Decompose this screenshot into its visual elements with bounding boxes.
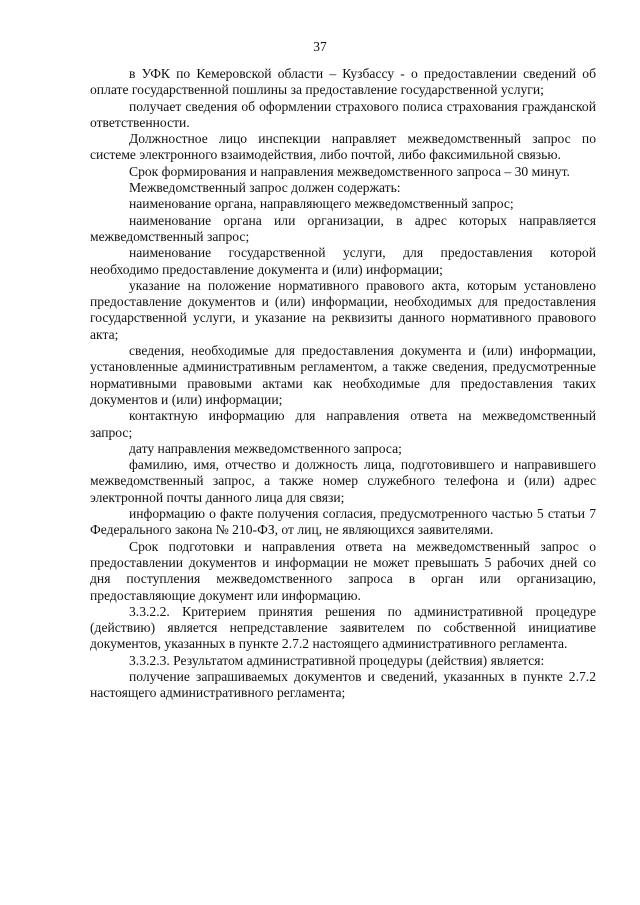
paragraph: указание на положение нормативного правового акта, которым установлено предоставление документов и (или) информации, необходимых для предоставления государственной услуги, и указание на реквизиты данного нормативного правового акта;	[90, 277, 596, 342]
page-number: 37	[313, 39, 327, 54]
document-body	[90, 66, 596, 702]
paragraph: Срок подготовки и направления ответа на межведомственный запрос о предоставлении документов и информации не может превышать 5 рабочих дней со дня поступления межведомственного запроса в орган или организацию, предоставляющие документ или информацию.	[90, 538, 596, 603]
paragraph: фамилию, имя, отчество и должность лица, подготовившего и направившего межведомственный запрос, а также номер служебного телефона и (или) адрес электронной почты данного лица для связи;	[90, 457, 596, 505]
paragraph: наименование государственной услуги, для предоставления которой необходимо предоставление документа и (или) информации;	[90, 245, 596, 277]
paragraph: Должностное лицо инспекции направляет межведомственный запрос по системе электронного взаимодействия, либо почтой, либо факсимильной связью.	[90, 131, 596, 163]
paragraph: в УФК по Кемеровской области – Кузбассу - о предоставлении сведений об оплате государственной пошлины за предоставление государственной услуги;	[90, 66, 596, 98]
paragraph: дату направления межведомственного запроса;	[129, 440, 402, 456]
paragraph: сведения, необходимые для предоставления документа и (или) информации, установленные административным регламентом, а также сведения, предусмотренные нормативными правовыми актами как необходимые для предоставления таких документов и (или) информации;	[90, 343, 596, 407]
paragraph: 3.3.2.3. Результатом административной процедуры (действия) является:	[129, 652, 545, 668]
paragraph: наименование органа или организации, в адрес которых направляется межведомственный запрос;	[90, 212, 596, 244]
paragraph: контактную информацию для направления ответа на межведомственный запрос;	[90, 408, 596, 440]
paragraph: информацию о факте получения согласия, предусмотренного частью 5 статьи 7 Федерального закона № 210-ФЗ, от лиц, не являющихся заявителями.	[90, 506, 596, 538]
paragraph: 3.3.2.2. Критерием принятия решения по административной процедуре (действию) является непредставление заявителем по собственной инициативе документов, указанных в пункте 2.7.2 настоящего административного регламента.	[90, 603, 596, 652]
paragraph: Межведомственный запрос должен содержать:	[129, 180, 401, 196]
paragraph: наименование органа, направляющего межведомственный запрос;	[129, 196, 514, 212]
paragraph: получает сведения об оформлении страхового полиса страхования гражданской ответственности.	[90, 98, 596, 130]
paragraph: Срок формирования и направления межведомственного запроса – 30 минут.	[129, 163, 570, 179]
paragraph: получение запрашиваемых документов и сведений, указанных в пункте 2.7.2 настоящего административного регламента;	[90, 668, 596, 701]
